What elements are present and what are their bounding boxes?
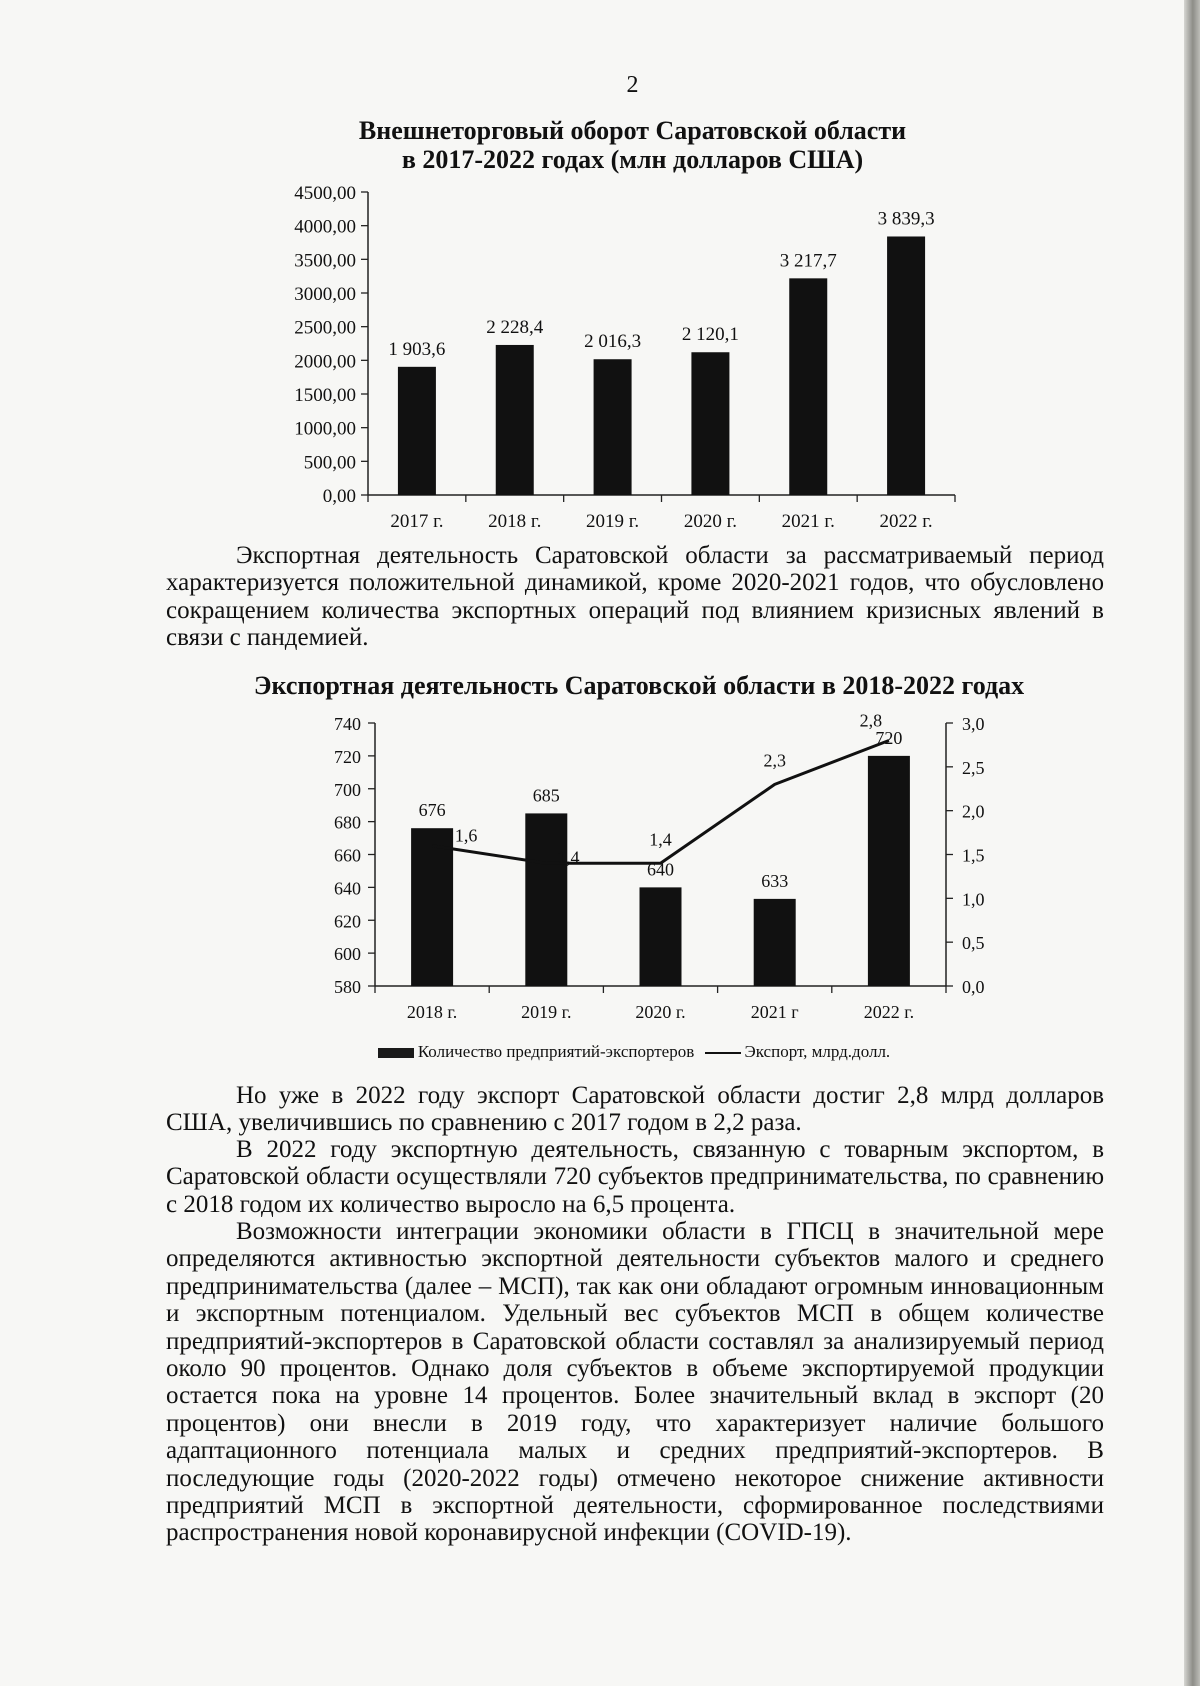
chart2-bar-value-label: 685 xyxy=(532,785,560,806)
chart1-y-tick-label: 0,00 xyxy=(322,486,356,507)
chart2-x-tick-label: 2019 г. xyxy=(521,1002,572,1022)
chart1-bar-value-label: 2 228,4 xyxy=(486,316,544,338)
chart2-line-value-label: 1,4 xyxy=(557,847,580,868)
chart1-y-tick-label: 4000,00 xyxy=(294,216,356,238)
chart2-title: Экспортная деятельность Саратовской области в 2018-2022 годах xyxy=(253,671,1025,700)
chart2-x-tick-label: 2021 г xyxy=(750,1002,799,1022)
chart2-left-tick-label: 620 xyxy=(334,911,361,932)
chart1-y-tick-label: 3000,00 xyxy=(294,284,356,305)
chart2-right-tick-label: 1,0 xyxy=(962,889,985,910)
chart2-right-tick-label: 2,0 xyxy=(962,801,985,822)
chart2-bar-value-label: 640 xyxy=(647,859,674,880)
chart1-y-tick-label: 1000,00 xyxy=(294,418,356,440)
chart2-left-tick-label: 600 xyxy=(334,944,361,965)
chart1-bar-value-label: 2 120,1 xyxy=(681,324,739,346)
chart2-x-tick-label: 2018 г. xyxy=(406,1002,458,1022)
chart1-x-tick-label: 2022 г. xyxy=(879,511,933,532)
chart2-line-value-label: 2,8 xyxy=(859,710,883,731)
chart2-line-value-label: 1,4 xyxy=(649,829,672,850)
chart1-title-line1: Внешнеторговый оборот Саратовской области xyxy=(358,116,907,145)
chart2-left-tick-label: 740 xyxy=(334,714,361,734)
paragraph-sme-integration xyxy=(166,1218,1104,1547)
chart2-left-tick-label: 640 xyxy=(334,878,361,899)
chart2-right-tick-label: 2,5 xyxy=(962,757,985,778)
chart2-right-tick-label: 1,5 xyxy=(962,845,985,866)
chart2-left-tick-label: 700 xyxy=(334,779,361,800)
chart2-bar-value-label: 676 xyxy=(418,800,446,821)
chart1-bar-value-label: 3 217,7 xyxy=(779,250,837,272)
chart2-right-tick-label: 0,5 xyxy=(962,933,985,954)
chart2-right-tick-label: 3,0 xyxy=(962,714,985,734)
chart2-left-tick-label: 680 xyxy=(334,812,361,833)
chart2-left-tick-label: 580 xyxy=(334,977,361,997)
chart2-bar xyxy=(868,756,910,986)
chart2-line-value-label: 1,6 xyxy=(454,825,478,846)
chart1-y-tick-label: 500,00 xyxy=(303,452,356,474)
paragraph-sme-integration-text: Возможности интеграции экономики области в ГПСЦ в значительной мере определяются активностью экспортной деятельности субъектов малого и среднего предпринимательства (далее – МСП), так как они обладают огромным инновационным и экспортным потенциалом. Удельный вес субъектов МСП в общем количестве предприятий-экспортеров в Саратовской области составлял за анализируемый период около 90 процентов. Однако доля субъектов в объеме экспортируемой продукции остается пока на уровне 14 процентов. Более значительный вклад в экспорт (20 процентов) они внесли в 2019 году, что характеризует наличие большого адаптационного потенциала малых и средних предприятий-экспортеров. В последующие годы (2020-2022 годы) отмечено некоторое снижение активности предприятий МСП в экспортной деятельности, сформированное последствиями распространения новой коронавирусной инфекции (COVID-19). xyxy=(166,1218,1104,1547)
legend-line-swatch xyxy=(705,1052,741,1054)
paragraph-export-dynamics-text: Экспортная деятельность Саратовской области за рассматриваемый период характеризуется положительной динамикой, кроме 2020-2021 годов, что обусловлено сокращением количества экспортных операций под влиянием кризисных явлений в связи с пандемией. xyxy=(166,542,1104,652)
chart2-left-tick-label: 720 xyxy=(334,746,361,767)
chart2-bar-value-label: 633 xyxy=(761,870,789,891)
page-number: 2 xyxy=(626,72,639,98)
chart2-bar-value-label: 720 xyxy=(875,727,903,748)
chart1-y-tick-label: 2000,00 xyxy=(294,351,356,373)
chart2-x-tick-label: 2022 г. xyxy=(863,1002,915,1022)
chart1-bar-value-label: 2 016,3 xyxy=(584,331,642,353)
chart1-y-tick-label: 1500,00 xyxy=(294,385,356,406)
paragraph-export-2022-text: Но уже в 2022 году экспорт Саратовской области достиг 2,8 млрд долларов США, увеличившись по сравнению с 2017 годом в 2,2 раза. xyxy=(166,1082,1104,1137)
paragraph-export-2022 xyxy=(166,1082,1104,1137)
chart1-x-tick-label: 2017 г. xyxy=(390,511,444,532)
chart1-x-tick-label: 2021 г. xyxy=(781,511,835,532)
chart2-bar xyxy=(640,887,682,986)
chart2-left-tick-label: 660 xyxy=(334,845,361,866)
chart1-title-line2: в 2017-2022 годах (млн долларов США) xyxy=(401,145,864,174)
legend-bar-swatch xyxy=(378,1048,414,1058)
chart2-line-value-label: 2,3 xyxy=(763,750,786,771)
chart2-legend xyxy=(0,1042,1200,1062)
chart2-right-tick-label: 0,0 xyxy=(962,977,985,997)
paragraph-exporters-count xyxy=(166,1136,1104,1218)
chart1-bar-value-label: 1 903,6 xyxy=(388,338,446,360)
chart1-y-tick-label: 2500,00 xyxy=(294,317,356,339)
chart2-bar xyxy=(754,899,796,986)
chart1-y-tick-label: 3500,00 xyxy=(294,250,356,272)
chart2-bar xyxy=(525,813,567,986)
chart2-x-tick-label: 2020 г. xyxy=(635,1002,686,1022)
chart1-bar-value-label: 3 839,3 xyxy=(877,208,935,230)
chart1-x-tick-label: 2019 г. xyxy=(586,511,640,532)
legend-line-label: Экспорт, млрд.долл. xyxy=(744,1042,891,1061)
chart1-y-tick-label: 4500,00 xyxy=(294,183,356,204)
chart2-bar xyxy=(411,828,453,986)
legend-bars-label: Количество предприятий-экспортеров xyxy=(417,1042,695,1061)
chart1-x-tick-label: 2018 г. xyxy=(488,511,542,532)
paragraph-exporters-count-text: В 2022 году экспортную деятельность, связанную с товарным экспортом, в Саратовской области осуществляли 720 субъектов предпринимательства, по сравнению с 2018 годом их количество выросло на 6,5 процента. xyxy=(166,1136,1104,1218)
chart1-x-tick-label: 2020 г. xyxy=(683,511,737,532)
